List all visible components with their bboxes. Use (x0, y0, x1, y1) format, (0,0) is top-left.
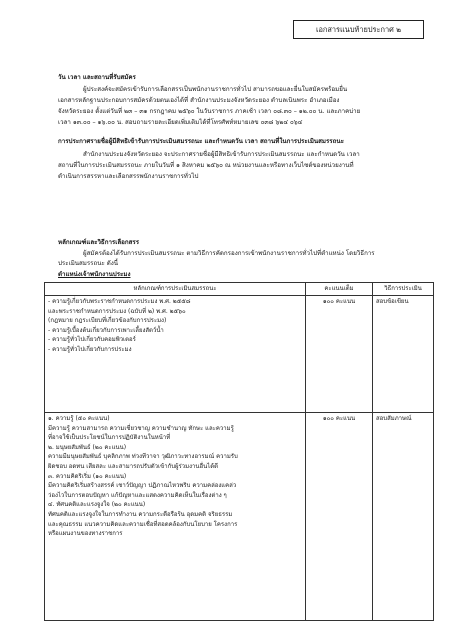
criteria-item: - ความรู้เบื้องต้นเกี่ยวกับการเพาะเลี้ยงสัตว์น้ำ (48, 326, 164, 334)
criteria-item: - ความรู้ทั่วไปเกี่ยวกับคอมพิวเตอร์ (48, 336, 136, 344)
criteria-item: ความมีมนุษยสัมพันธ์ บุคลิกภาพ ท่วงทีวาจา วุฒิภาวะทางอารมณ์ ความรับ (48, 453, 238, 461)
criteria-table (44, 282, 434, 621)
annex-label: เอกสารแนบท้ายประกาศ ๒ (315, 25, 402, 34)
score-cell: ๑๐๐ คะแนน (306, 296, 373, 413)
score-cell: ๑๐๐ คะแนน (306, 413, 373, 621)
header-criteria: หลักเกณฑ์การประเมินสมรรถนะ (45, 283, 306, 296)
position-label: ตำแหน่งเจ้าพนักงานประมง (58, 271, 131, 278)
criteria-item: - ความรู้เกี่ยวกับพระราชกำหนดการประมง พ.ศ. ๒๕๕๘ (48, 298, 191, 305)
criteria-item: มีความคิดริเริ่มสร้างสรรค์ เชาว์ปัญญา ปฏิภาณไหวพริบ ความคล่องแคล่ว (48, 482, 237, 490)
criteria-line-1: ผู้สมัครต้องได้รับการประเมินสมรรถนะ ตามวิธีการคัดกรองการเข้าพนักงานราชการทั่วไปที่ตำแหน่ง โดยวิธีการ (83, 250, 375, 257)
criteria-cell (45, 296, 306, 413)
announce-heading: การประกาศรายชื่อผู้มีสิทธิเข้ารับการประเมินสมรรถนะ และกำหนดวัน เวลา สถานที่ในการประเมินสมรรถนะ (58, 138, 344, 145)
schedule-line-1: ผู้ประสงค์จะสมัครเข้ารับการเลือกสรรเป็นพนักงานราชการทั่วไป สามารถขอและยื่นใบสมัครพร้อมยื่น (83, 86, 348, 93)
criteria-item: และพระราชกำหนดการประมง (ฉบับที่ ๒) พ.ศ. ๒๕๖๐ (48, 307, 186, 315)
annex-label-box (293, 20, 424, 39)
announce-line-2: สถานที่ในการประเมินสมรรถนะ ภายในวันที่ ๑ สิงหาคม ๒๕๖๐ ณ หน่วยงานและหรือทางเว็บไซต์ของหน่วยงานที่ (58, 162, 354, 169)
announce-line-1: สำนักงานประมงจังหวัดระยอง จะประกาศรายชื่อผู้มีสิทธิเข้ารับการประเมินสมรรถนะ และกำหนดวัน เวลา (83, 151, 360, 158)
criteria-item: ๔. ทัศนคติและแรงจูงใจ (๒๐ คะแนน) (48, 501, 146, 509)
schedule-heading: วัน เวลา และสถานที่รับสมัคร (58, 74, 136, 81)
criteria-item: ผิดชอบ อดทน เสียสละ และสามารถปรับตัวเข้ากับผู้ร่วมงานอื่นได้ดี (48, 462, 218, 470)
table-row (45, 296, 434, 413)
header-method: วิธีการประเมิน (373, 283, 434, 296)
criteria-item: มีความรู้ ความสามารถ ความเชี่ยวชาญ ความชำนาญ ทักษะ และความรู้ (48, 424, 234, 432)
criteria-heading: หลักเกณฑ์และวิธีการเลือกสรร (58, 239, 140, 246)
method-cell: สอบสัมภาษณ์ (373, 413, 434, 621)
criteria-line-2: ประเมินสมรรถนะ ดังนี้ (58, 260, 119, 267)
criteria-item: (กฎหมาย กฎระเบียบที่เกี่ยวข้องกับการประมง) (48, 317, 167, 325)
table-row (45, 413, 434, 621)
criteria-item: - ความรู้ทั่วไปเกี่ยวกับการประมง (48, 345, 132, 353)
criteria-item: ๒. มนุษยสัมพันธ์ (๒๐ คะแนน) (48, 443, 127, 451)
criteria-item: และคุณธรรม แนวความคิดและความเชื่อที่สอดคล้องกับนโยบาย โครงการ (48, 520, 238, 528)
table-header-row (45, 283, 434, 296)
announce-line-3: ดำเนินการสรรหาและเลือกสรรพนักงานราชการทั่วไป (58, 173, 199, 180)
schedule-line-3: จังหวัดระยอง ตั้งแต่วันที่ ๒๓ – ๓๑ กรกฎาคม ๒๕๖๐ ในวันราชการ ภาคเช้า เวลา ๐๘.๓๐ – ๑๒.๐๐ น. และภาคบ่าย (58, 108, 361, 115)
criteria-cell (45, 413, 306, 621)
criteria-item: ทัศนคติและแรงจูงใจในการทำงาน ความกระตือรือร้น อุดมคติ จริยธรรม (48, 510, 233, 518)
criteria-item: ที่อาจใช้เป็นประโยชน์ในการปฏิบัติงานในหน้าที่ (48, 434, 171, 442)
criteria-item: ๓. ความคิดริเริ่ม (๑๐ คะแนน) (48, 472, 127, 480)
header-score: คะแนนเต็ม (306, 283, 373, 296)
method-cell: สอบข้อเขียน (373, 296, 434, 413)
criteria-item: หรือแผนงานของทางราชการ (48, 530, 123, 538)
schedule-line-2: เอกสารหลักฐานประกอบการสมัครด้วยตนเองได้ที่ สำนักงานประมงจังหวัดระยอง ตำบลเนินพระ อำเภอเมือง (58, 97, 340, 104)
criteria-item: ๑. ความรู้ (๕๐ คะแนน) (48, 415, 110, 422)
criteria-item: ว่องไวในการตอบปัญหา แก้ปัญหาและแสดงความคิดเห็นในเรื่องต่าง ๆ (48, 491, 227, 499)
schedule-line-4: เวลา ๑๓.๐๐ – ๑๖.๐๐ น. สอบถามรายละเอียดเพิ่มเติมได้ที่โทรศัพท์หมายเลข ๐๓๘ ๖๒๔ ๐๖๔ (58, 119, 303, 126)
